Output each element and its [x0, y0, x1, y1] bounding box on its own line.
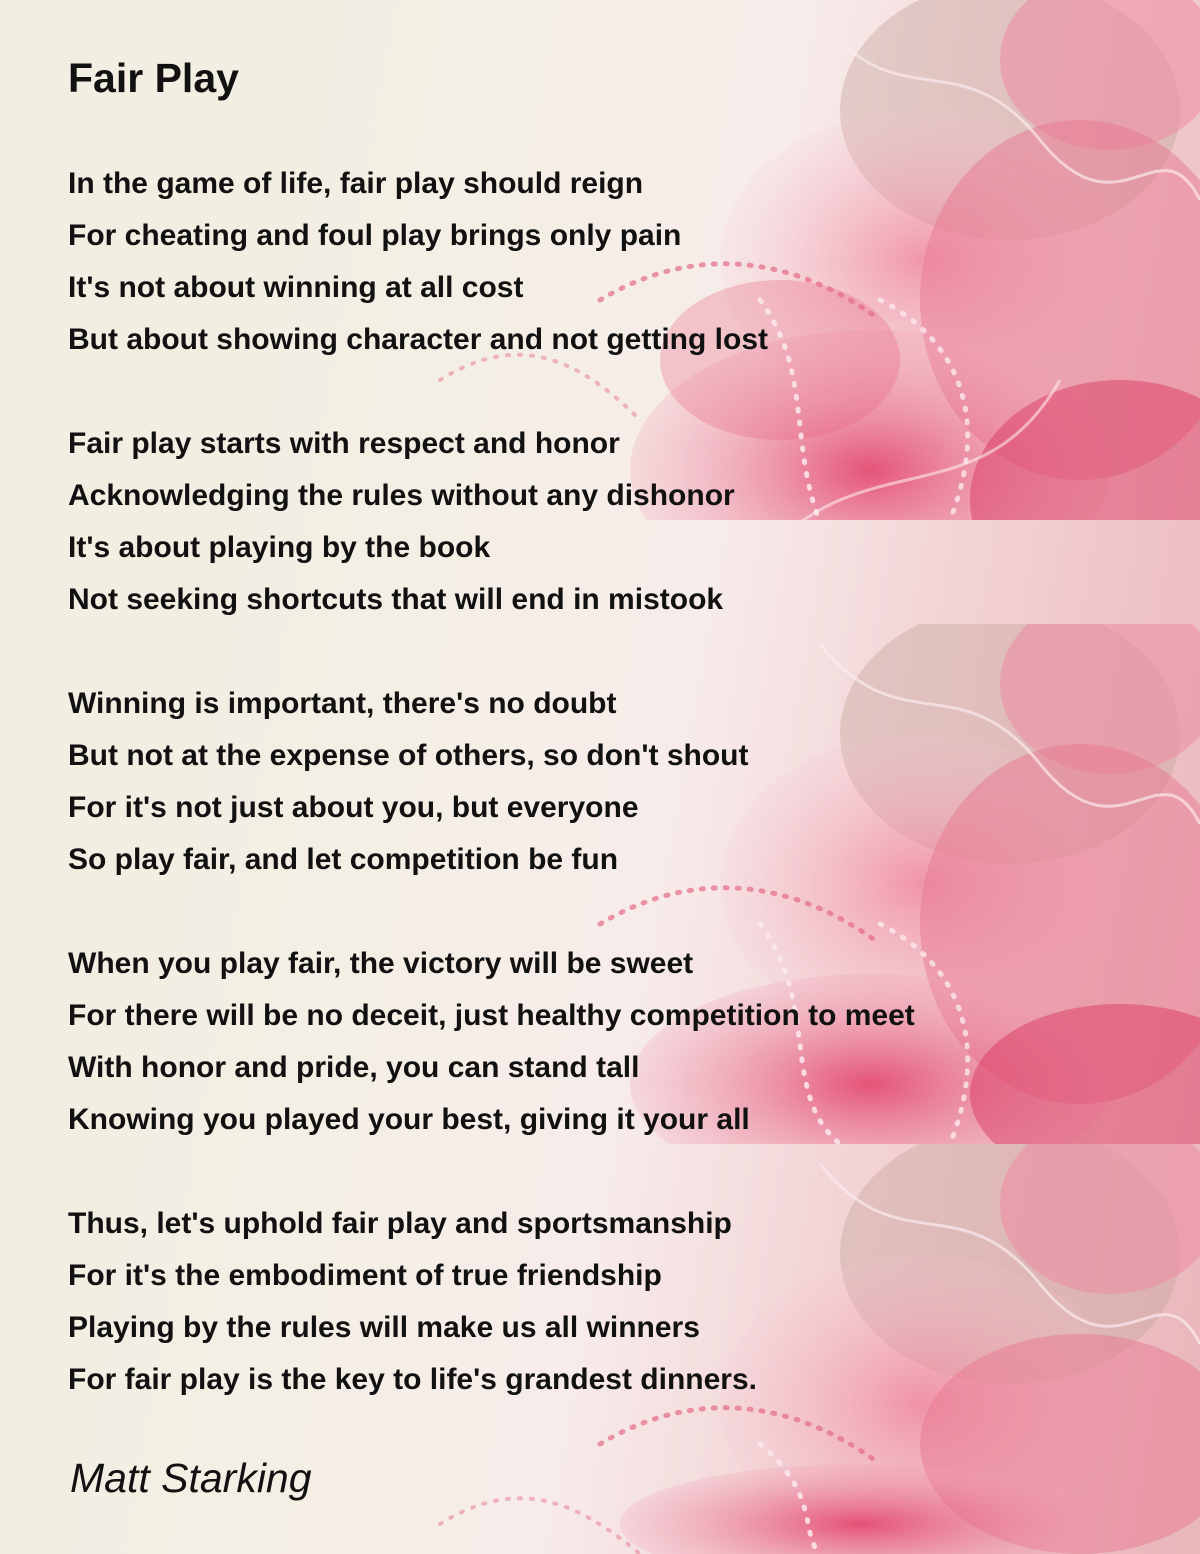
poem-line: For it's the embodiment of true friendship — [68, 1259, 662, 1292]
poem-content — [68, 52, 1128, 1458]
poem-line: It's about playing by the book — [68, 531, 491, 564]
poem-line: When you play fair, the victory will be sweet — [68, 947, 694, 980]
poem-line: Playing by the rules will make us all winners — [68, 1311, 700, 1344]
poem-line: For there will be no deceit, just healthy competition to meet — [68, 999, 915, 1032]
poem-line: For fair play is the key to life's grandest dinners. — [68, 1363, 757, 1396]
poem-line: Fair play starts with respect and honor — [68, 427, 620, 460]
poem-line: But about showing character and not getting lost — [68, 323, 769, 356]
poem-line: Knowing you played your best, giving it your all — [68, 1103, 750, 1136]
poem-stanza — [68, 938, 1128, 1146]
poem-stanza — [68, 678, 1128, 886]
poem-title: Fair Play — [68, 55, 239, 101]
poem-line: For cheating and foul play brings only pain — [68, 219, 682, 252]
poem-author: Matt Starking — [70, 1455, 312, 1501]
poem-line: Not seeking shortcuts that will end in mistook — [68, 583, 724, 616]
poem-line: In the game of life, fair play should reign — [68, 167, 644, 200]
poem-line: So play fair, and let competition be fun — [68, 843, 619, 876]
poem-stanza — [68, 418, 1128, 626]
poem-body — [68, 158, 1128, 1406]
poem-line: For it's not just about you, but everyone — [68, 791, 639, 824]
poem-stanza — [68, 158, 1128, 366]
poem-line: Winning is important, there's no doubt — [68, 687, 617, 720]
poem-stanza — [68, 1198, 1128, 1406]
poem-line: But not at the expense of others, so don't shout — [68, 739, 749, 772]
poem-line: It's not about winning at all cost — [68, 271, 524, 304]
poem-line: With honor and pride, you can stand tall — [68, 1051, 640, 1084]
poem-line: Acknowledging the rules without any dishonor — [68, 479, 735, 512]
poem-line: Thus, let's uphold fair play and sportsmanship — [68, 1207, 732, 1240]
